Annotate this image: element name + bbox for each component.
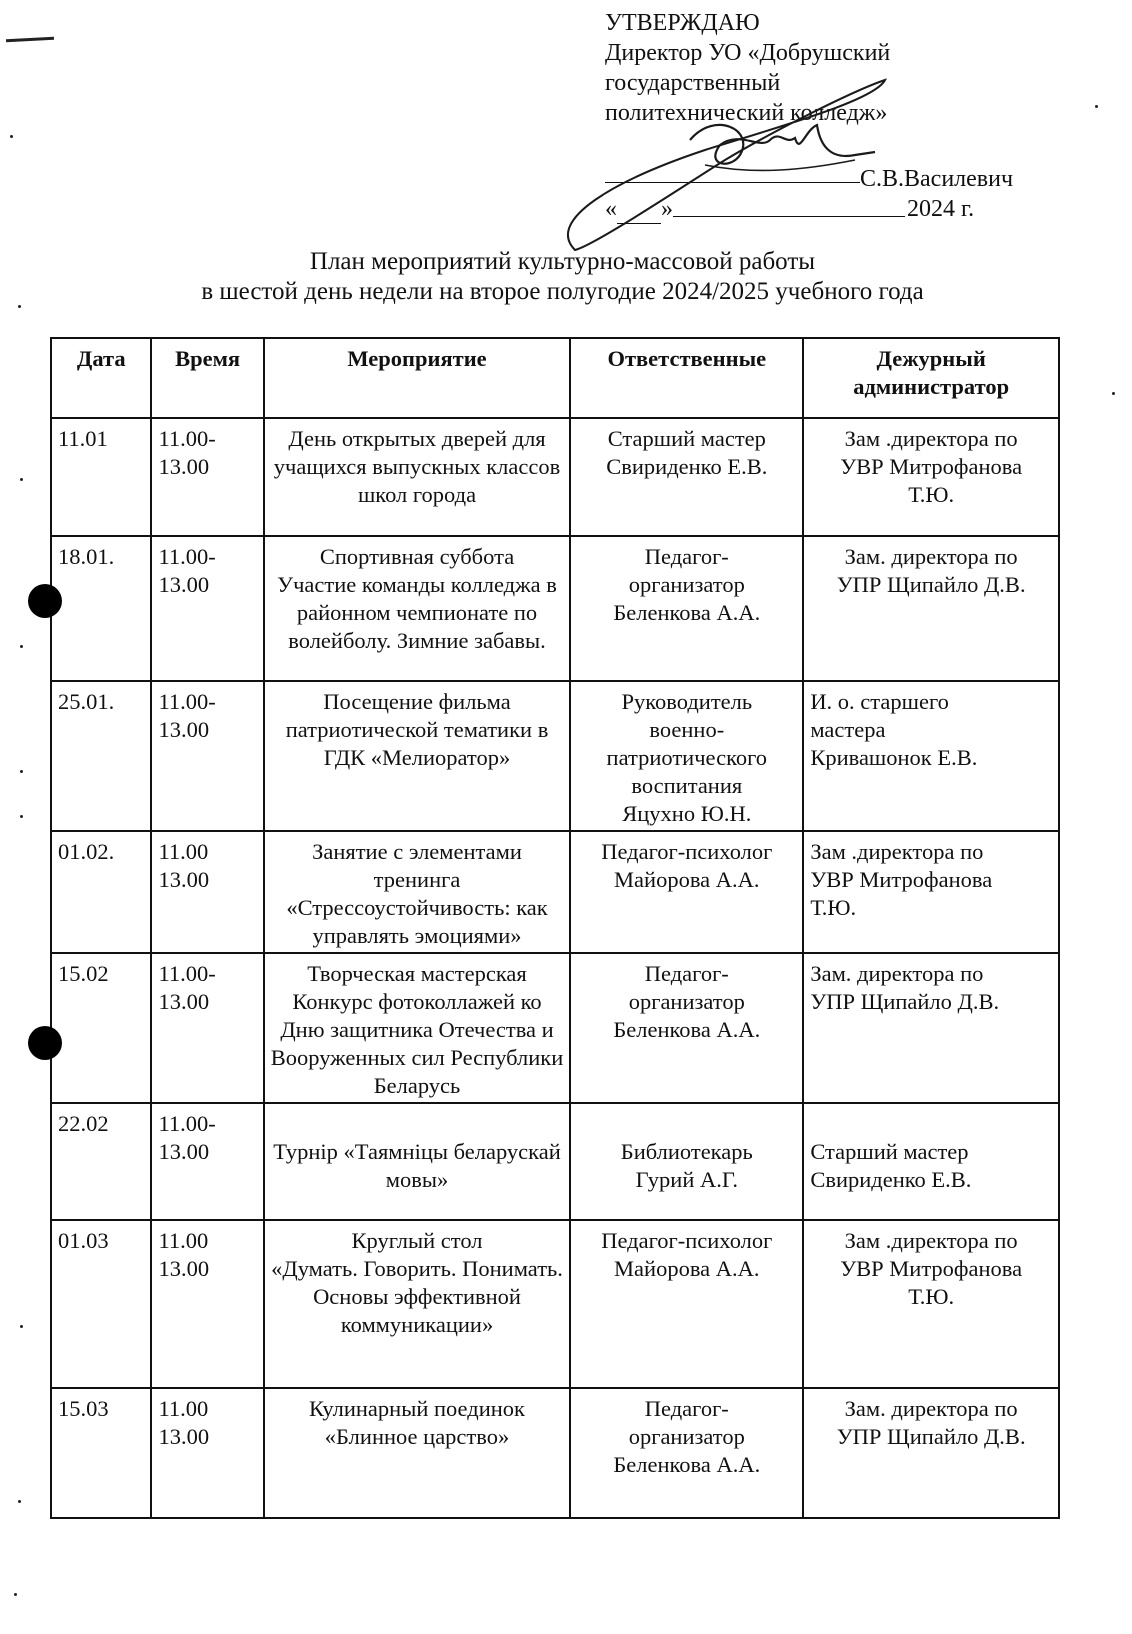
approval-year: 2024 г. xyxy=(907,196,975,222)
row-event: День открытых дверей для учащихся выпускных классов школ города xyxy=(264,418,571,536)
row-event: Турнір «Таямніцы беларускай мовы» xyxy=(264,1103,571,1220)
approval-line-1: Директор УО «Добрушский xyxy=(605,40,891,66)
row-date: 18.01. xyxy=(51,536,151,681)
punch-hole xyxy=(28,584,62,618)
row-time: 11.00 13.00 xyxy=(151,1220,263,1388)
row-responsible: Руководитель военно- патриотического воспитания Яцухно Ю.Н. xyxy=(570,681,803,831)
row-admin: Старший мастер Свириденко Е.В. xyxy=(803,1103,1059,1220)
row-admin: Зам .директора по УВР Митрофанова Т.Ю. xyxy=(803,831,1059,953)
header-time: Время xyxy=(151,338,263,418)
row-time: 11.00- 13.00 xyxy=(151,681,263,831)
scan-speck xyxy=(1095,105,1098,108)
row-time: 11.00- 13.00 xyxy=(151,418,263,536)
row-responsible: Библиотекарь Гурий А.Г. xyxy=(570,1103,803,1220)
header-date: Дата xyxy=(51,338,151,418)
row-time: 11.00- 13.00 xyxy=(151,1103,263,1220)
row-admin: Зам .директора по УВР Митрофанова Т.Ю. xyxy=(803,418,1059,536)
row-admin: Зам .директора по УВР Митрофанова Т.Ю. xyxy=(803,1220,1059,1388)
scan-speck xyxy=(20,770,23,773)
row-admin: И. о. старшего мастера Кривашонок Е.В. xyxy=(803,681,1059,831)
date-open-quote: « xyxy=(605,196,617,222)
approval-block xyxy=(605,8,1025,224)
row-date: 11.01 xyxy=(51,418,151,536)
row-date: 22.02 xyxy=(51,1103,151,1220)
table-row xyxy=(51,418,1059,536)
day-blank xyxy=(617,201,661,224)
date-close-quote: » xyxy=(661,196,673,222)
row-time: 11.00 13.00 xyxy=(151,831,263,953)
table-header-row xyxy=(51,338,1059,418)
header-responsible: Ответственные xyxy=(570,338,803,418)
scan-speck xyxy=(20,478,23,481)
row-date: 01.03 xyxy=(51,1220,151,1388)
row-event: Творческая мастерская Конкурс фотоколлажей ко Дню защитника Отечества и Вооруженных сил Республики Беларусь xyxy=(264,953,571,1103)
table-row xyxy=(51,1220,1059,1388)
table-row xyxy=(51,681,1059,831)
row-time: 11.00 13.00 xyxy=(151,1388,263,1518)
scan-speck xyxy=(20,645,23,648)
row-admin: Зам. директора по УПР Щипайло Д.В. xyxy=(803,536,1059,681)
scan-speck xyxy=(1112,392,1115,395)
month-blank xyxy=(673,216,905,217)
table-row xyxy=(51,831,1059,953)
director-name: С.В.Василевич xyxy=(860,166,1014,192)
row-responsible: Педагог- организатор Беленкова А.А. xyxy=(570,953,803,1103)
row-admin: Зам. директора по УПР Щипайло Д.В. xyxy=(803,953,1059,1103)
row-responsible: Старший мастер Свириденко Е.В. xyxy=(570,418,803,536)
header-admin: Дежурный администратор xyxy=(803,338,1059,418)
row-time: 11.00- 13.00 xyxy=(151,953,263,1103)
row-responsible: Педагог-психолог Майорова А.А. xyxy=(570,831,803,953)
row-admin: Зам. директора по УПР Щипайло Д.В. xyxy=(803,1388,1059,1518)
table-row xyxy=(51,1103,1059,1220)
approval-date-line xyxy=(605,194,1025,224)
margin-scratch xyxy=(6,37,54,43)
date-quote xyxy=(605,194,673,224)
signature-line xyxy=(605,182,860,183)
scan-speck xyxy=(20,1325,23,1328)
row-date: 15.03 xyxy=(51,1388,151,1518)
row-event: Посещение фильма патриотической тематики в ГДК «Мелиоратор» xyxy=(264,681,571,831)
events-table xyxy=(50,337,1060,1519)
row-time: 11.00- 13.00 xyxy=(151,536,263,681)
row-date: 25.01. xyxy=(51,681,151,831)
table-row xyxy=(51,953,1059,1103)
scan-speck xyxy=(20,815,23,818)
row-event: Кулинарный поединок «Блинное царство» xyxy=(264,1388,571,1518)
header-event: Мероприятие xyxy=(264,338,571,418)
table-row xyxy=(51,536,1059,681)
row-date: 15.02 xyxy=(51,953,151,1103)
title-line-2: в шестой день недели на второе полугодие 2024/2025 учебного года xyxy=(201,278,924,305)
row-responsible: Педагог- организатор Беленкова А.А. xyxy=(570,536,803,681)
approval-heading: УТВЕРЖДАЮ xyxy=(605,10,760,36)
scan-speck xyxy=(18,305,21,308)
document-title xyxy=(100,247,1025,307)
row-event: Спортивная суббота Участие команды колледжа в районном чемпионате по волейболу. Зимние забавы. xyxy=(264,536,571,681)
row-event: Занятие с элементами тренинга «Стрессоустойчивость: как управлять эмоциями» xyxy=(264,831,571,953)
punch-hole xyxy=(28,1026,62,1060)
scan-speck xyxy=(14,1593,17,1596)
row-responsible: Педагог- организатор Беленкова А.А. xyxy=(570,1388,803,1518)
approval-line-3: политехнический колледж» xyxy=(605,100,888,126)
row-responsible: Педагог-психолог Майорова А.А. xyxy=(570,1220,803,1388)
approval-line-2: государственный xyxy=(605,70,781,96)
scan-speck xyxy=(18,1500,21,1503)
title-line-1: План мероприятий культурно-массовой работы xyxy=(309,248,816,275)
table-row xyxy=(51,1388,1059,1518)
scan-speck xyxy=(10,135,13,138)
row-date: 01.02. xyxy=(51,831,151,953)
row-event: Круглый стол «Думать. Говорить. Понимать. Основы эффективной коммуникации» xyxy=(264,1220,571,1388)
